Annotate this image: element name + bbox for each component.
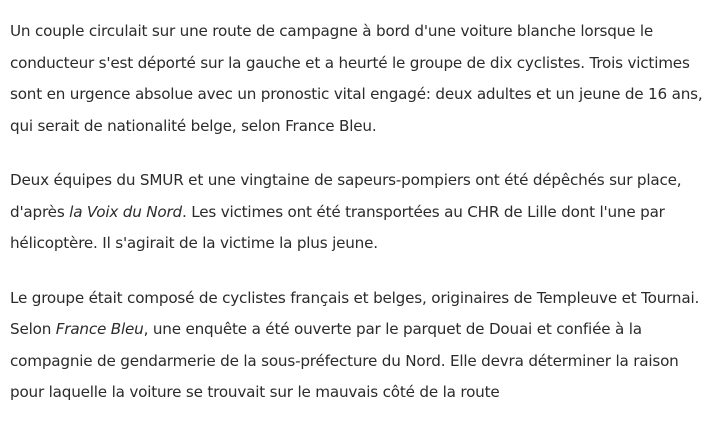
paragraph-2-text-after: . Les victimes ont été transportées au CHR de Lille dont l'une par hélicoptère. Il s'agirait de la victime la plus jeune. xyxy=(10,202,665,252)
paragraph-3-text-before: Le groupe était composé de cyclistes français et belges, originaires de Templeuve et Tournai. Selon xyxy=(10,288,700,338)
paragraph-3-text-after: , une enquête a été ouverte par le parquet de Douai et confiée à la compagnie de gendarmerie de la sous-préfecture du Nord. Elle devra déterminer la raison pour laquelle la voiture se trouvait sur le mauvais côté de la route xyxy=(10,320,679,401)
paragraph-2-text-before: Deux équipes du SMUR et une vingtaine de sapeurs-pompiers ont été dépêchés sur place, d'après xyxy=(10,171,682,221)
source-france-bleu: France Bleu xyxy=(55,320,144,338)
source-la-voix-du-nord: la Voix du Nord xyxy=(69,202,182,221)
article-paragraph-2 xyxy=(10,165,711,260)
article-paragraph-3 xyxy=(10,283,711,409)
article-paragraph-1: Un couple circulait sur une route de campagne à bord d'une voiture blanche lorsque le conducteur s'est déporté sur la gauche et a heurté le groupe de dix cyclistes. Trois victimes sont en urgence absolue avec un pronostic vital engagé: deux adultes et un jeune de 16 ans, qui serait de nationalité belge, selon France Bleu. xyxy=(10,22,703,135)
